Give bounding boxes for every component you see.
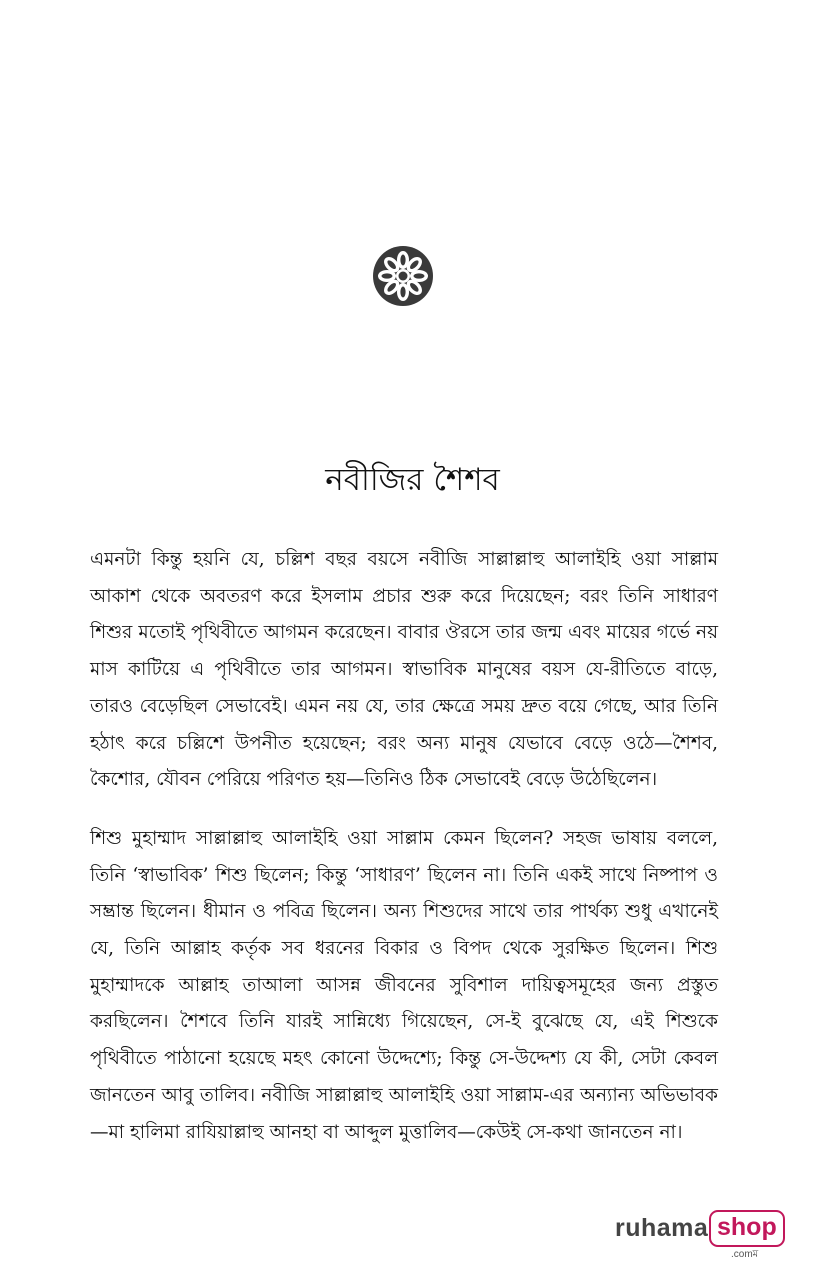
chapter-body	[90, 542, 718, 1151]
logo-word-shop: shop	[709, 1210, 785, 1247]
flower-ornament-icon	[372, 245, 434, 307]
logo-suffix: .comম	[731, 1249, 759, 1260]
ruhamashop-watermark-logo	[615, 1210, 785, 1258]
chapter-title: নবীজির শৈশব	[325, 462, 500, 498]
paragraph-2: শিশু মুহাম্মাদ সাল্লাল্লাহু আলাইহি ওয়া সাল্লাম কেমন ছিলেন? সহজ ভাষায় বললে, তিনি ‘স্বাভাবিক’ শিশু ছিলেন; কিন্তু ‘সাধারণ’ ছিলেন না। তিনি একই সাথে নিষ্পাপ ও সম্ভ্রান্ত ছিলেন। ধীমান ও পবিত্র ছিলেন। অন্য শিশুদের সাথে তার পার্থক্য শুধু এখানেই যে, তিনি আল্লাহ কর্তৃক সব ধরনের বিকার ও বিপদ থেকে সুরক্ষিত ছিলেন। শিশু মুহাম্মাদকে আল্লাহ তাআলা আসন্ন জীবনের সুবিশাল দায়িত্বসমূহের জন্য প্রস্তুত করছিলেন। শৈশবে তিনি যারই সান্নিধ্যে গিয়েছেন, সে-ই বুঝেছে যে, এই শিশুকে পৃথিবীতে পাঠানো হয়েছে মহৎ কোনো উদ্দেশ্যে; কিন্তু সে-উদ্দেশ্য যে কী, সেটা কেবল জানতেন আবু তালিব। নবীজি সাল্লাল্লাহু আলাইহি ওয়া সাল্লাম-এর অন্যান্য অভিভাবক—মা হালিমা রাযিয়াল্লাহু আনহা বা আব্দুল মুত্তালিব—কেউই সে-কথা জানতেন না।	[90, 827, 718, 1143]
paragraph-1: এমনটা কিন্তু হয়নি যে, চল্লিশ বছর বয়সে নবীজি সাল্লাল্লাহু আলাইহি ওয়া সাল্লাম আকাশ থেকে অবতরণ করে ইসলাম প্রচার শুরু করে দিয়েছেন; বরং তিনি সাধারণ শিশুর মতোই পৃথিবীতে আগমন করেছেন। বাবার ঔরসে তার জন্ম এবং মায়ের গর্ভে নয় মাস কাটিয়ে এ পৃথিবীতে তার আগমন। স্বাভাবিক মানুষের বয়স যে-রীতিতে বাড়ে, তারও বেড়েছিল সেভাবেই। এমন নয় যে, তার ক্ষেত্রে সময় দ্রুত বয়ে গেছে, আর তিনি হঠাৎ করে চল্লিশে উপনীত হয়েছেন; বরং অন্য মানুষ যেভাবে বেড়ে ওঠে—শৈশব, কৈশোর, যৌবন পেরিয়ে পরিণত হয়—তিনিও ঠিক সেভাবেই বেড়ে উঠেছিলেন।	[90, 549, 718, 791]
logo-word-ruhama: ruhama	[615, 1214, 709, 1242]
